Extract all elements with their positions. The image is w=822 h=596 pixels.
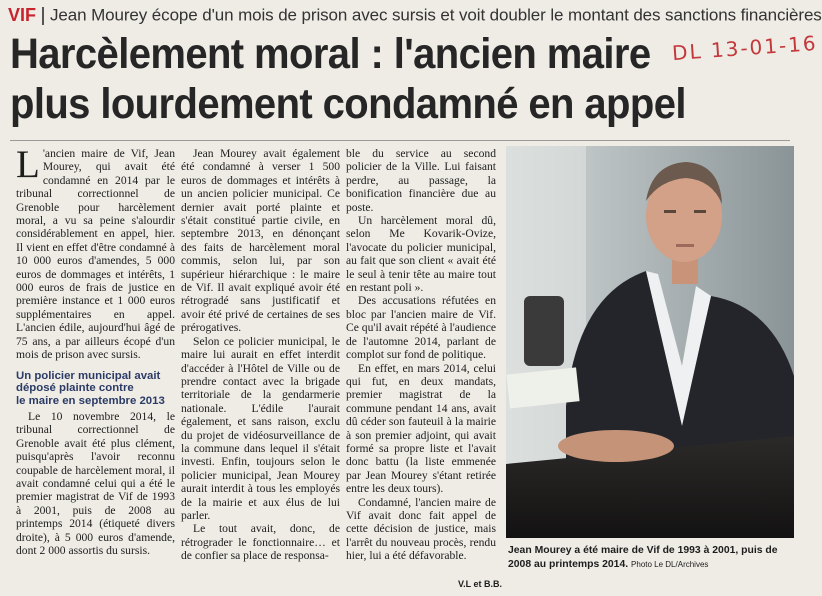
byline: V.L et B.B. <box>457 579 502 589</box>
subhead-line: Un policier municipal avait <box>16 369 161 382</box>
headline-line-1: Harcèlement moral : l'ancien maire <box>10 31 651 78</box>
kicker-divider <box>42 7 44 25</box>
paragraph: Un harcèlement moral dû, selon Me Kovarik-Ovize, l'avocate du policier municipal, au fait que son client « avait été le seul à tenir tête au maire tout en restant poli ». <box>346 214 496 295</box>
section-subhead <box>16 370 175 408</box>
chair-back <box>524 296 564 366</box>
headline-rule <box>10 140 790 141</box>
drop-cap: L <box>16 143 40 186</box>
paragraph-text: 'ancien maire de Vif, Jean Mourey, qui avait été condamné en 2014 par le tribunal correctionnel de Grenoble pour harcèlement moral, a vu sa peine s'alourdir considérablement en appel, hier. Il vient en effet d'être condamné à 10 000 euros d'amendes, 5 000 euros de dommages et intérêts, 1 000 euros de frais de justice en première instance et 1 000 euros supplémentaires en appel. L'ancien édile, aujourd'hui âgé de 75 ans, a par ailleurs écopé d'un mois de prison avec sursis. <box>16 147 175 362</box>
paragraph <box>16 143 175 362</box>
paragraph: Selon ce policier municipal, le maire lui aurait en effet interdit d'accéder à l'Hôtel de Ville ou de prendre contact avec la brigade territoriale de la gendarmerie nationale. L'édile l'aurait également, et sans raison, exclu du projet de vidéosurveillance de la commune dans lequel il s'était investi. Enfin, toujours selon le policier municipal, Jean Mourey aurait interdit à tous les employés de la mairie et aux élus de lui parler. <box>181 334 340 522</box>
handwritten-date-note: DL 13-01-16 <box>671 30 819 66</box>
paragraph: Des accusations réfutées en bloc par l'ancien maire de Vif. Ce qu'il avait répété à l'audience de l'automne 2014, parlant de complot sur fond de politique. <box>346 294 496 362</box>
portrait-illustration <box>506 146 794 538</box>
article-column-3 <box>346 147 496 563</box>
rubric-label: VIF <box>8 5 37 25</box>
caption-text: Jean Mourey a été maire de Vif de 1993 à 2001, puis de 2008 au printemps 2014. <box>508 545 778 570</box>
photo-credit: Photo Le DL/Archives <box>631 560 709 569</box>
article-column-2 <box>181 147 340 563</box>
eyebrow <box>664 210 676 213</box>
paragraph: Le 10 novembre 2014, le tribunal correctionnel de Grenoble avait été plus clément, puisqu'après l'avoir reconnu coupable de harcèlement moral, il avait condamné celui qui a été le premier magistrat de Vif de 1993 à 2001, puis de 2008 au printemps 2014 (étiqueté divers droite), à 5 000 euros d'amende, dont 2 000 assortis du sursis. <box>16 410 175 558</box>
kicker-line <box>8 5 822 29</box>
paragraph: En effet, en mars 2014, celui qui fut, en deux mandats, premier magistrat de la commune pendant 14 ans, avait dû céder son fauteuil à la mairie à son premier adjoint, qui avait formé sa propre liste et l'avait donc battu (la liste emmenée par Jean Mourey s'étant retirée entre les deux tours). <box>346 361 496 496</box>
subhead-line: déposé plainte contre <box>16 382 134 394</box>
paragraph: Le tout avait, donc, de rétrograder le fonctionnaire… et de confier sa place de responsa- <box>181 522 340 563</box>
headline-line-2: plus lourdement condamné en appel <box>10 80 686 128</box>
paragraph: Condamné, l'ancien maire de Vif avait donc fait appel de cette décision de justice, mais l'arrêt du nouveau procès, rendu hier, lui a été défavorable. <box>346 495 496 563</box>
subhead-line: le maire en septembre 2013 <box>16 394 165 407</box>
mouth <box>676 244 694 247</box>
kicker-subtitle: Jean Mourey écope d'un mois de prison avec sursis et voit doubler le montant des sanctions financières <box>50 5 822 25</box>
photo-caption <box>508 544 798 572</box>
eyebrow <box>694 210 706 213</box>
article-photo <box>506 146 794 538</box>
paragraph: Jean Mourey avait également été condamné à verser 1 500 euros de dommages et intérêts à un ancien policier municipal. Ce dernier avait porté plainte et s'était constitué partie civile, en septembre 2013, en dénonçant des faits de harcèlement moral commis, selon lui, par son supérieur hiérarchique : le maire de Vif. Il avait expliqué avoir été rétrogradé sans justificatif et avoir été privé de certaines de ses prérogatives. <box>181 147 340 335</box>
papers <box>506 367 579 408</box>
article-column-1 <box>16 143 175 558</box>
clasped-hands <box>558 430 674 462</box>
paragraph: ble du service au second policier de la Ville. Lui faisant perdre, au passage, la bonification financière due au poste. <box>346 147 496 214</box>
